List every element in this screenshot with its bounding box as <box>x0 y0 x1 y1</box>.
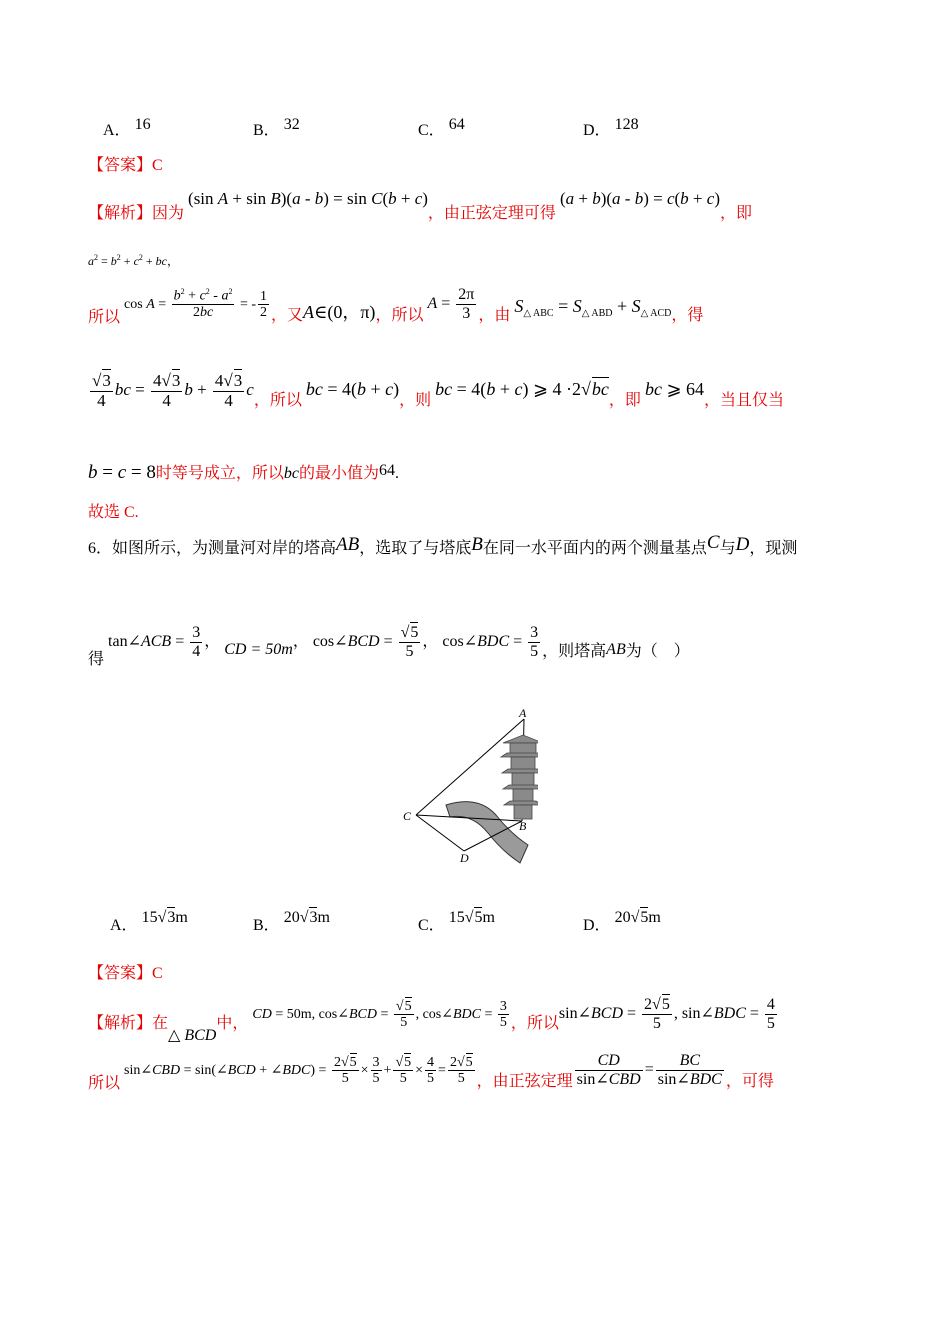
option-letter: D． <box>583 917 611 934</box>
text: ，选取了与塔底 <box>359 540 472 557</box>
q5-option-d <box>583 117 639 140</box>
option-value: 128 <box>614 116 639 133</box>
pagoda-icon <box>501 735 538 819</box>
q6-analysis-line1 <box>88 996 779 1044</box>
text: ，由 <box>478 306 511 324</box>
option-value: 15√3m <box>141 909 188 926</box>
q5-option-c <box>418 117 465 140</box>
q5-analysis-line1 <box>88 186 752 222</box>
math: B <box>471 534 483 555</box>
q6-option-d <box>583 904 661 934</box>
text: 得 <box>88 650 105 668</box>
tower-figure <box>398 705 538 865</box>
text: ，所以 <box>253 392 302 410</box>
equation: cos∠BCD = $\frac{√5}{5}$ <box>312 624 419 660</box>
q5-conclusion: 故选 C. <box>88 504 139 521</box>
label-b: B <box>519 819 527 833</box>
option-letter: C． <box>418 122 445 139</box>
text: ，又 <box>271 306 304 324</box>
equation: bc ⩾ 64 <box>644 379 705 400</box>
line-ca <box>416 719 524 815</box>
equation: CD = 50m, cos∠BCD = $\frac{√5}{5}$ , cos∠BDC = $\frac{3}{5}$ <box>252 998 507 1031</box>
q5-analysis-line5 <box>88 460 399 484</box>
line-cd <box>416 815 464 851</box>
text: ，当且仅当 <box>704 392 785 410</box>
q5-analysis-line4 <box>88 372 784 410</box>
option-letter: D． <box>583 122 611 139</box>
equation: △ BCD <box>168 1026 217 1044</box>
option-value: 32 <box>283 116 300 133</box>
text: 在同一水平面内的两个测量基点 <box>482 540 707 557</box>
q6-analysis-line2 <box>88 1052 774 1092</box>
text: 时等号成立，所以 <box>155 465 284 482</box>
equation: CD = 50m <box>224 640 293 658</box>
text: ，所以 <box>375 306 424 324</box>
text: ，则塔高 <box>542 642 607 660</box>
option-letter: A． <box>103 122 131 139</box>
text: ，则 <box>399 392 432 410</box>
q6-stem-line2: 得 tan∠ACB = $\frac{3}{4}$ ， CD = 50m， cos∠BCD = $\frac{√5}{5}$ ， cos∠BDC = $\frac{3}{5}$ ，则塔高AB为（ ） <box>88 624 690 668</box>
label-c: C <box>403 809 412 823</box>
text: 中， <box>216 1014 249 1032</box>
equation: sin∠CBD = sin(∠BCD + ∠BDC) = $\frac{2√5}{5}$ × $\frac{3}{5}$ + $\frac{√5}{5}$ × $\frac{4}{5}$ = $\frac{2√5}{5}$ <box>124 1054 473 1087</box>
text: 的最小值为 <box>299 465 380 482</box>
min-value: 64 <box>379 462 396 479</box>
q5-option-a <box>103 117 151 140</box>
text: 6．如图所示，为测量河对岸的塔高 <box>88 540 337 557</box>
text: 与 <box>719 540 736 557</box>
option-value: 20√3m <box>283 909 330 926</box>
label-d: D <box>460 851 469 865</box>
option-value: 64 <box>448 116 465 133</box>
equation: cos A = $\frac{b^2 + c^2 - a^2}{2bc}$ = - $\frac{1}{2}$ <box>124 287 268 321</box>
equation: bc = 4(b + c) ⩾ 4 ·2√bc <box>435 379 609 400</box>
analysis-tag: 【解析】 <box>88 205 153 222</box>
option-letter: B． <box>253 122 280 139</box>
math: D <box>735 534 750 555</box>
equation: bc = 4(b + c) <box>305 379 400 400</box>
equation: A∈(0，π) <box>303 301 376 322</box>
equation: $S_{\triangle ABC} = S_{\triangle ABD} + S_{\triangle ACD}$ <box>514 295 672 319</box>
equation: tan∠ACB = $\frac{3}{4}$ <box>108 624 201 660</box>
equation: $\frac{CD}{\text{sin∠CBD}}$ = $\frac{BC}{\text{sin∠BDC}}$ <box>576 1052 722 1088</box>
text: ，得 <box>671 306 704 324</box>
text: ，所以 <box>510 1014 559 1032</box>
equation: cos∠BDC = $\frac{3}{5}$ <box>442 624 539 660</box>
text: ，由正弦定理可得 <box>427 205 556 222</box>
label-a: A <box>519 706 527 720</box>
equation: $\frac{√3}{4}$ bc = $\frac{4√3}{4}$ b + $\frac{4√3}{4}$ c <box>92 371 254 410</box>
text: 因为 <box>152 205 185 222</box>
q5-answer: 【答案】C <box>88 157 163 174</box>
math: C <box>706 532 720 553</box>
option-letter: A． <box>110 917 138 934</box>
equation: b = c = 8 <box>88 462 156 483</box>
option-value: 16 <box>134 116 151 133</box>
option-value: 20√5m <box>614 909 661 926</box>
equation: A = $\frac{2\pi}{3}$ <box>427 286 475 322</box>
equation: sin∠BCD = $\frac{2√5}{5}$ , sin∠BDC = $\frac{4}{5}$ <box>558 996 775 1032</box>
analysis-tag: 【解析】 <box>88 1014 153 1032</box>
text: . <box>395 465 400 482</box>
option-letter: B． <box>253 917 280 934</box>
equation: $a^2 = b^2 + c^2$ + bc， <box>88 253 180 268</box>
q6-option-b <box>253 904 330 934</box>
text: ，由正弦定理 <box>476 1072 573 1090</box>
option-value: 15√5m <box>448 909 495 926</box>
option-letter: C． <box>418 917 445 934</box>
equation: (sin A + sin B)(a - b) = sin C(b + c) <box>188 189 428 208</box>
q6-option-c <box>418 904 495 934</box>
q5-analysis-line3 <box>88 286 704 326</box>
text: ，现测 <box>749 540 798 557</box>
text: 为（ ） <box>625 642 690 660</box>
math: AB <box>336 534 360 555</box>
math: AB <box>606 640 626 658</box>
equation: bc <box>283 465 299 482</box>
text: ，即 <box>608 392 641 410</box>
q6-stem-line1 <box>88 532 798 559</box>
text: ，可得 <box>725 1072 774 1090</box>
q5-analysis-line2 <box>88 252 179 269</box>
text: ，即 <box>719 205 752 222</box>
text: 所以 <box>88 1074 121 1092</box>
text: 在 <box>152 1014 169 1032</box>
equation: (a + b)(a - b) = c(b + c) <box>559 189 720 208</box>
q6-option-a <box>110 904 188 934</box>
q6-answer: 【答案】C <box>88 965 163 982</box>
text: 所以 <box>88 308 121 326</box>
q5-option-b <box>253 117 300 140</box>
